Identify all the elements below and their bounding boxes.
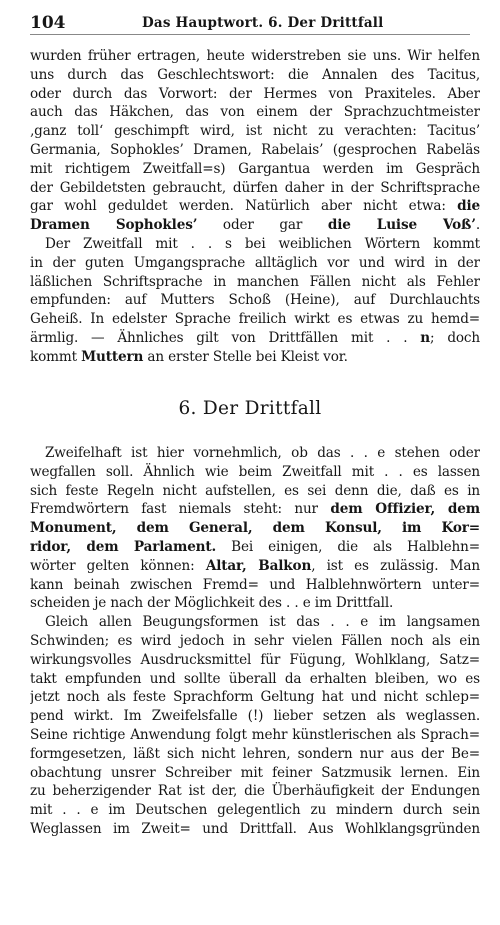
text-line [30, 160, 480, 179]
text-segment: zu beherzigender Rat ist der, die Überhäufigkeit der Endungen [30, 783, 480, 800]
text-line [30, 463, 480, 482]
text-line [30, 500, 480, 519]
text-line [30, 651, 480, 670]
text-segment: läßlichen Schriftsprache in manchen Fällen nicht als Fehler [30, 273, 480, 290]
paragraphs-genitive [30, 47, 480, 367]
bold-text: dem Offizier, dem [330, 501, 480, 518]
bold-text: die Luise Voß’ [327, 217, 476, 234]
text-line [30, 310, 480, 329]
text-line [30, 745, 480, 764]
bold-text: Dramen Sophokles’ [30, 217, 198, 234]
section-heading: 6. Der Drittfall [178, 398, 322, 419]
text-segment: Germania, Sophokles’ Dramen, Rabelais’ (gesprochen Rabeläs [30, 141, 480, 158]
text-segment: auch das Häkchen, das von einem der Sprachzuchtmeister [30, 104, 480, 121]
text-segment: Der Zweitfall mit . . s bei weiblichen Wörtern kommt [45, 235, 480, 252]
text-line [30, 707, 480, 726]
text-line [30, 66, 480, 85]
text-segment: Fremdwörtern fast niemals steht: nur [30, 501, 331, 518]
text-line [30, 216, 480, 235]
bold-text: die [457, 198, 480, 215]
text-line [30, 670, 480, 689]
text-segment: jetzt noch als feste Sprachform Geltung hat und nicht schlep= [30, 689, 480, 706]
text-segment: uns durch das Geschlechtswort: die Annalen des Tacitus, [30, 66, 480, 83]
text-segment: Gleich allen Beugungsformen ist das . . e im langsamen [45, 614, 480, 631]
text-segment: der Gebildetsten gebraucht, dürfen daher in der Schriftsprache [30, 179, 480, 196]
text-segment: obachtung unsrer Schreiber mit feiner Satzmusik lernen. Ein [30, 764, 480, 781]
text-segment: oder gar [197, 217, 328, 234]
text-segment: takt empfunden und sollte überall da erhalten bleiben, wo es [30, 670, 480, 687]
text-segment: Zweifelhaft ist hier vornehmlich, ob das . . e stehen oder [45, 445, 480, 461]
paragraphs-dative [30, 444, 480, 839]
text-segment: wurden früher ertragen, heute widerstreben sie uns. Wir helfen [30, 48, 480, 64]
text-line [30, 291, 480, 310]
text-line [30, 235, 480, 254]
text-segment: . [475, 217, 480, 234]
text-segment: gar wohl geduldet werden. Natürlich aber nicht etwa: [30, 198, 458, 215]
text-line [30, 613, 480, 632]
text-segment: Weglassen im Zweit= und Drittfall. Aus Wohlklangsgründen [30, 820, 480, 837]
page-number: 104 [30, 13, 66, 33]
text-segment: pend wirkt. Im Zweifelsfalle (!) lieber setzen als weglassen. [30, 708, 480, 725]
text-segment: kommt [30, 348, 82, 365]
text-line [30, 764, 480, 783]
text-line [30, 179, 480, 198]
text-segment: Bei einigen, die als Halblehn= [216, 538, 480, 555]
text-line [30, 348, 480, 367]
text-segment: Geheiß. In edelster Sprache freilich wirkt es etwas zu hemd= [30, 311, 480, 328]
text-line [30, 538, 480, 557]
text-segment: kann beinah zwischen Fremd= und Halblehnwörtern unter= [30, 576, 480, 593]
text-line [30, 594, 480, 613]
text-segment: wegfallen soll. Ähnlich wie beim Zweitfall mit . . es lassen [30, 463, 480, 480]
text-line [30, 519, 480, 538]
text-line [30, 141, 480, 160]
text-segment: ; doch [430, 329, 480, 346]
text-line [30, 103, 480, 122]
text-line [30, 688, 480, 707]
text-segment: mit . . e im Deutschen gelegentlich zu mindern durch sein [30, 802, 480, 819]
text-line [30, 329, 480, 348]
bold-text: Muttern [81, 348, 144, 365]
bold-text: n [420, 329, 431, 346]
bold-text: ridor, dem Parlament. [30, 538, 217, 555]
text-line [30, 273, 480, 292]
text-line [30, 632, 480, 651]
text-line [30, 197, 480, 216]
text-line [30, 47, 480, 66]
text-line [30, 820, 480, 839]
text-segment: wirkungsvolles Ausdrucksmittel für Fügung, Wohlklang, Satz= [30, 651, 480, 668]
text-line [30, 726, 480, 745]
text-line [30, 801, 480, 820]
text-segment: wörter gelten können: [30, 557, 206, 574]
bold-text: Monument, dem General, dem Konsul, im Kor= [30, 520, 480, 537]
text-segment: formgesetzen, läßt sich nicht lehren, sondern nur aus der Be= [30, 745, 480, 762]
text-line [30, 254, 480, 273]
text-line [30, 782, 480, 801]
text-line [30, 444, 480, 463]
text-segment: oder durch das Vorwort: der Hermes von Praxiteles. Aber [30, 85, 480, 102]
running-title: Das Hauptwort. 6. Der Drittfall [142, 15, 384, 31]
text-segment: scheiden je nach der Möglichkeit des . . e im Drittfall. [30, 595, 394, 612]
text-segment: ärmlig. — Ähnliches gilt von Drittfällen mit . . [30, 329, 421, 346]
text-line [30, 557, 480, 576]
text-segment: sich feste Regeln nicht aufstellen, es sei denn die, daß es in [30, 482, 480, 499]
text-line [30, 122, 480, 141]
text-line [30, 576, 480, 595]
page-header [30, 12, 470, 35]
text-segment: Seine richtige Anwendung folgt mehr künstlerischen als Sprach= [30, 726, 480, 743]
text-segment: an erster Stelle bei Kleist vor. [143, 348, 348, 365]
text-line [30, 85, 480, 104]
text-segment: ‚ganz toll‘ geschimpft wird, ist nicht zu verachten: Tacitus’ [30, 123, 480, 140]
text-line [30, 482, 480, 501]
text-segment: Schwinden; es wird jedoch in sehr vielen Fällen noch als ein [30, 632, 480, 649]
bold-text: Altar, Balkon [205, 557, 312, 574]
text-segment: in der guten Umgangsprache alltäglich vor und wird in der [30, 254, 480, 271]
text-segment: , ist es zulässig. Man [311, 557, 480, 574]
text-segment: mit richtigem Zweitfall=s) Gargantua werden im Gespräch [30, 160, 480, 177]
text-segment: empfunden: auf Mutters Schoß (Heine), auf Durchlauchts [30, 292, 480, 309]
